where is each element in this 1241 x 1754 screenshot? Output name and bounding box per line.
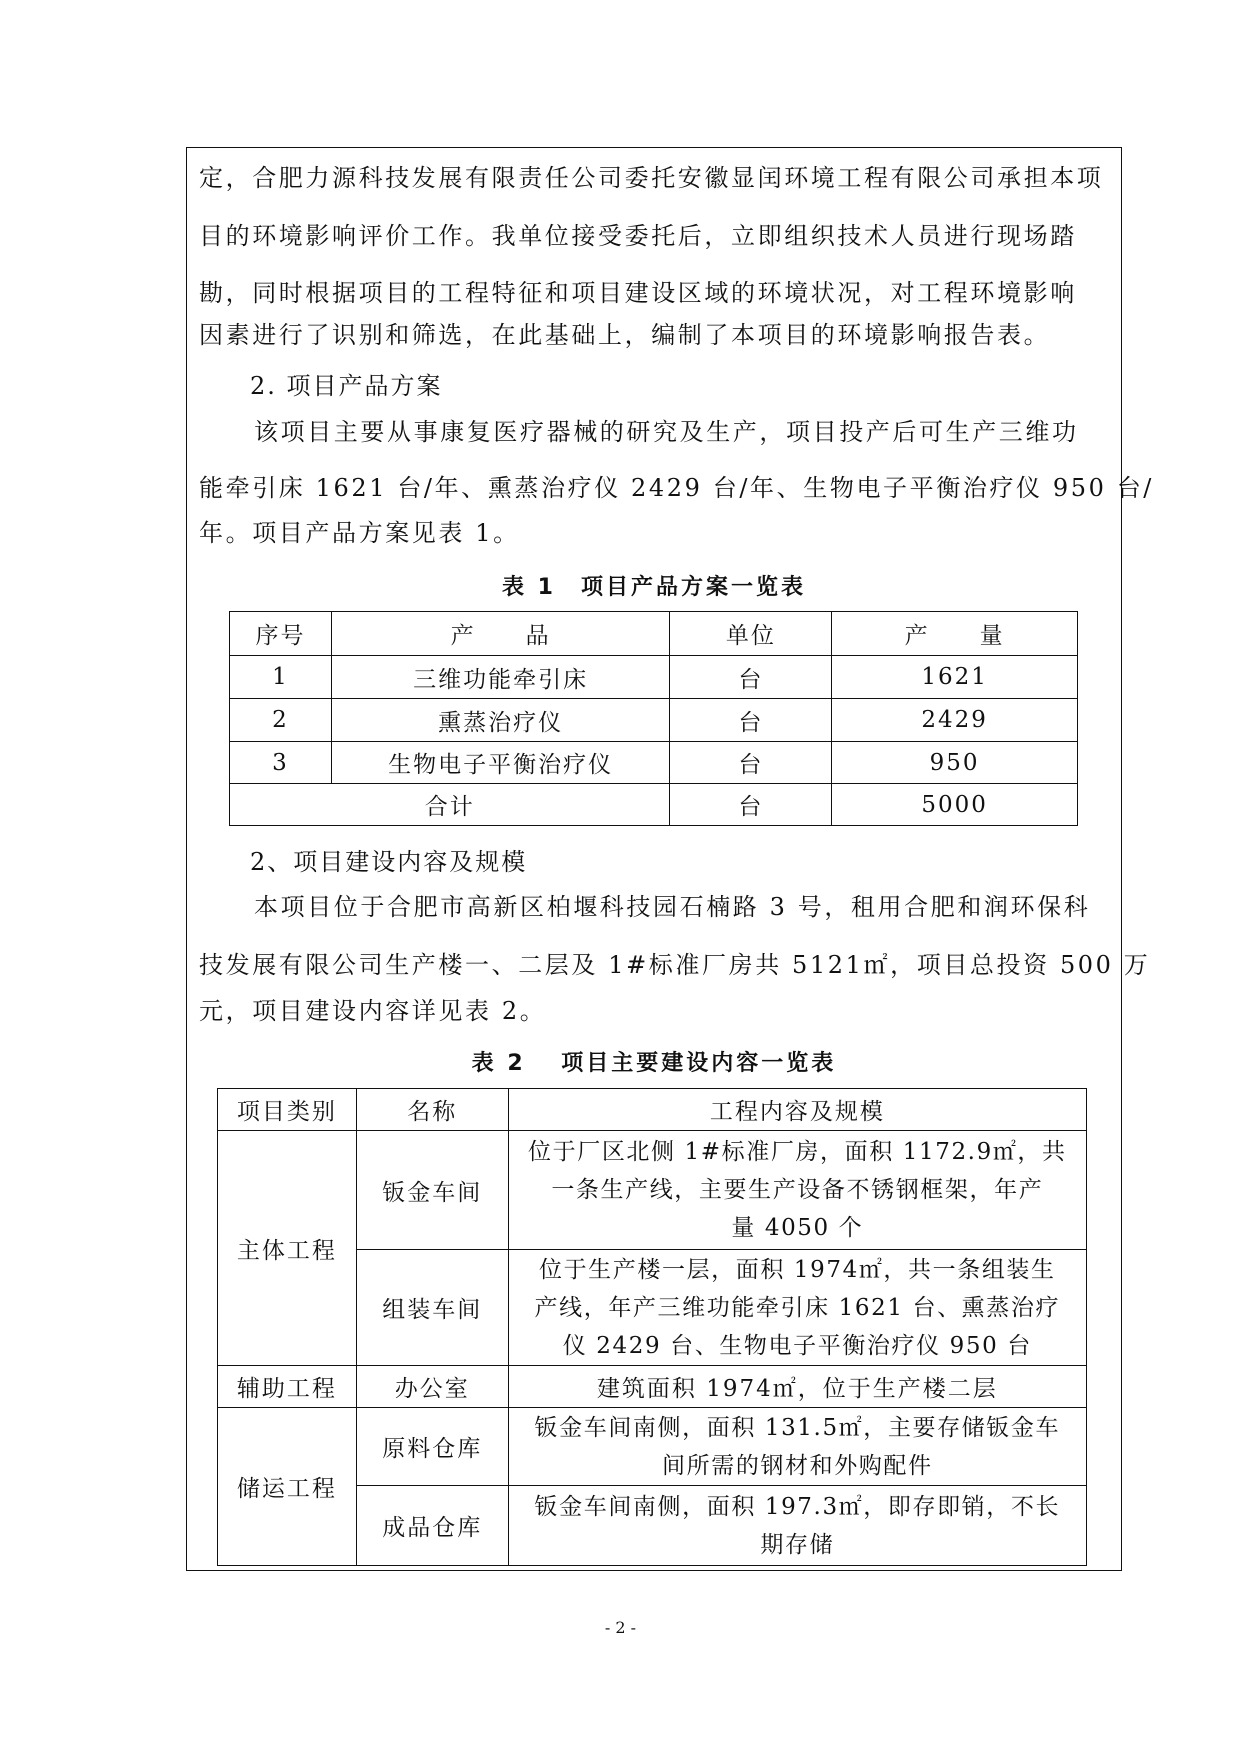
section-heading-products: 2. 项目产品方案 xyxy=(250,372,443,400)
content-line: 量 4050 个 xyxy=(731,1215,864,1241)
name-cell: 成品仓库 xyxy=(356,1486,508,1566)
cell: 三维功能牵引床 xyxy=(331,656,670,699)
table1-caption: 表 1 项目产品方案一览表 xyxy=(502,575,806,600)
cell: 生物电子平衡治疗仪 xyxy=(331,742,670,784)
category-cell: 辅助工程 xyxy=(218,1366,357,1408)
table-row xyxy=(218,1408,1087,1486)
name-cell: 办公室 xyxy=(356,1366,508,1408)
content-line: 位于厂区北侧 1#标准厂房，面积 1172.9㎡，共 xyxy=(528,1139,1067,1165)
body-line: 能牵引床 1621 台/年、熏蒸治疗仪 2429 台/年、生物电子平衡治疗仪 950 台/ xyxy=(199,474,1154,502)
category-cell: 主体工程 xyxy=(218,1131,357,1366)
table-row xyxy=(230,699,1078,742)
intro-line: 勘，同时根据项目的工程特征和项目建设区域的环境状况，对工程环境影响 xyxy=(199,279,1077,307)
cell: 1621 xyxy=(832,656,1078,699)
table-header-row xyxy=(230,612,1078,656)
cell: 950 xyxy=(832,742,1078,784)
cell: 2 xyxy=(230,699,332,742)
content-line: 钣金车间南侧，面积 197.3㎡，即存即销，不长 xyxy=(534,1493,1061,1520)
content-line: 一条生产线，主要生产设备不锈钢框架，年产 xyxy=(551,1177,1044,1203)
cell: 3 xyxy=(230,742,332,784)
section-heading-construction: 2、项目建设内容及规模 xyxy=(250,848,528,876)
page-number: - 2 - xyxy=(604,1618,637,1637)
cell: 合计 xyxy=(230,784,670,826)
table2-caption: 表 2 项目主要建设内容一览表 xyxy=(471,1051,837,1076)
table-row xyxy=(230,742,1078,784)
table-header-row xyxy=(218,1089,1087,1131)
construction-table xyxy=(217,1088,1087,1566)
content-line: 间所需的钢材和外购配件 xyxy=(662,1452,933,1479)
cell: 2429 xyxy=(832,699,1078,742)
header-cell: 名称 xyxy=(356,1089,508,1131)
body-line: 该项目主要从事康复医疗器械的研究及生产，项目投产后可生产三维功 xyxy=(254,418,1079,446)
body-line: 本项目位于合肥市高新区柏堰科技园石楠路 3 号，租用合肥和润环保科 xyxy=(254,893,1091,921)
table-row xyxy=(218,1131,1087,1250)
content-cell xyxy=(508,1408,1086,1486)
body-line: 年。项目产品方案见表 1。 xyxy=(199,519,520,547)
header-cell: 产 量 xyxy=(832,612,1078,656)
cell: 台 xyxy=(670,699,832,742)
header-cell: 序号 xyxy=(230,612,332,656)
header-cell: 项目类别 xyxy=(218,1089,357,1131)
table-total-row xyxy=(230,784,1078,826)
intro-line: 目的环境影响评价工作。我单位接受委托后，立即组织技术人员进行现场踏 xyxy=(199,222,1077,250)
content-cell xyxy=(508,1131,1086,1250)
content-cell xyxy=(508,1250,1086,1366)
content-line: 钣金车间南侧，面积 131.5㎡，主要存储钣金车 xyxy=(534,1414,1061,1441)
cell: 台 xyxy=(670,742,832,784)
cell: 台 xyxy=(670,784,832,826)
category-cell: 储运工程 xyxy=(218,1408,357,1566)
table-row xyxy=(230,656,1078,699)
cell: 5000 xyxy=(832,784,1078,826)
name-cell: 原料仓库 xyxy=(356,1408,508,1486)
cell: 1 xyxy=(230,656,332,699)
body-line: 技发展有限公司生产楼一、二层及 1#标准厂房共 5121㎡，项目总投资 500 万 xyxy=(199,951,1151,979)
name-cell: 钣金车间 xyxy=(356,1131,508,1250)
content-line: 期存储 xyxy=(760,1531,835,1558)
content-cell: 建筑面积 1974㎡，位于生产楼二层 xyxy=(508,1366,1086,1408)
content-line: 位于生产楼一层，面积 1974㎡，共一条组装生 xyxy=(538,1256,1056,1283)
cell: 熏蒸治疗仪 xyxy=(331,699,670,742)
cell: 台 xyxy=(670,656,832,699)
header-cell: 工程内容及规模 xyxy=(508,1089,1086,1131)
table-row xyxy=(218,1366,1087,1408)
content-line: 产线，年产三维功能牵引床 1621 台、熏蒸治疗 xyxy=(534,1294,1061,1321)
header-cell: 单位 xyxy=(670,612,832,656)
content-cell xyxy=(508,1486,1086,1566)
header-cell: 产 品 xyxy=(331,612,670,656)
intro-line: 定，合肥力源科技发展有限责任公司委托安徽显闰环境工程有限公司承担本项 xyxy=(199,164,1104,192)
intro-line: 因素进行了识别和筛选，在此基础上，编制了本项目的环境影响报告表。 xyxy=(199,321,1051,349)
name-cell: 组装车间 xyxy=(356,1250,508,1366)
product-table xyxy=(229,611,1078,826)
body-line: 元，项目建设内容详见表 2。 xyxy=(199,997,547,1025)
content-line: 仪 2429 台、生物电子平衡治疗仪 950 台 xyxy=(562,1332,1032,1359)
